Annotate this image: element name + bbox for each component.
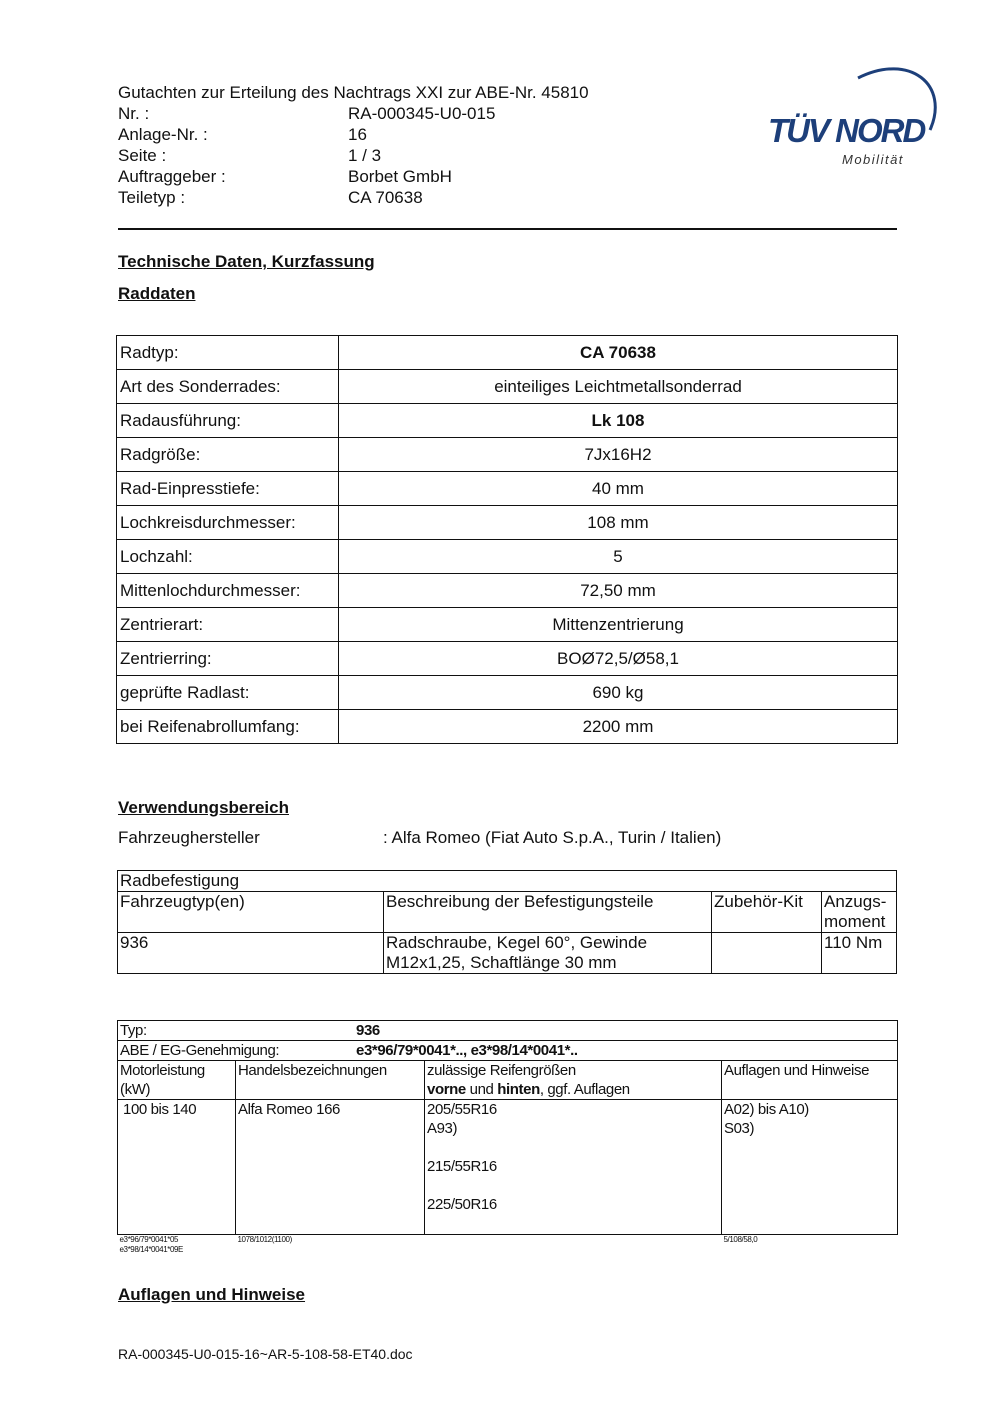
- header-row-nr: Nr. : RA-000345-U0-015: [118, 104, 496, 123]
- section-tech: Technische Daten, Kurzfassung: [118, 252, 375, 271]
- table-row: Motorleistung (kW) Handelsbezeichnungen zulässige Reifengrößen vorne und hinten, ggf. Auflagen Auflagen und Hinweise: [118, 1061, 898, 1100]
- typ-table: [117, 1020, 898, 1255]
- raddaten-table: [116, 335, 898, 744]
- typ-label: Typ:: [120, 1022, 147, 1039]
- logo-sub: Mobilität: [842, 152, 904, 167]
- header-row-auftraggeber: Auftraggeber : Borbet GmbH: [118, 167, 452, 186]
- section-verwendung: Verwendungsbereich: [118, 798, 289, 817]
- table-row: Art des Sonderrades: einteiliges Leichtmetallsonderrad: [117, 370, 898, 404]
- table-row: Radbefestigung: [118, 871, 897, 892]
- section-auflagen: Auflagen und Hinweise: [118, 1285, 306, 1304]
- tuv-nord-logo: [760, 60, 950, 170]
- section-raddaten: Raddaten: [118, 284, 196, 303]
- header-divider: [118, 228, 897, 230]
- table-row: Lochzahl: 5: [117, 540, 898, 574]
- table-row: [118, 1021, 898, 1041]
- table-row: Zentrierart: Mittenzentrierung: [117, 608, 898, 642]
- manufacturer-value: : Alfa Romeo (Fiat Auto S.p.A., Turin / Italien): [383, 828, 722, 847]
- table-row: Radgröße: 7Jx16H2: [117, 438, 898, 472]
- header-row-anlage: Anlage-Nr. : 16: [118, 125, 367, 144]
- table-row: geprüfte Radlast: 690 kg: [117, 676, 898, 710]
- table-row: Radausführung: Lk 108: [117, 404, 898, 438]
- header-title: Gutachten zur Erteilung des Nachtrags XXI zur ABE-Nr. 45810: [118, 83, 589, 102]
- table-row: 100 bis 140 Alfa Romeo 166 205/55R16 A93) 215/55R16 225/50R16 A02) bis A10) S03): [118, 1100, 898, 1235]
- abe-value: e3*96/79*0041*.., e3*98/14*0041*..: [356, 1042, 578, 1059]
- table-footer-row: e3*96/79*0041*05 e3*98/14*0041*09E 1078/1012(1100) 5/108/58,0: [119, 1235, 758, 1254]
- table-row: Radtyp: CA 70638: [117, 336, 898, 370]
- befestigung-table: [117, 870, 897, 974]
- manufacturer-label: Fahrzeughersteller: [118, 828, 260, 847]
- table-row: Fahrzeugtyp(en) Beschreibung der Befestigungsteile Zubehör-Kit Anzugs-moment: [118, 892, 897, 933]
- logo-arc-icon: [760, 60, 950, 170]
- abe-label: ABE / EG-Genehmigung:: [120, 1042, 280, 1059]
- manufacturer-line: [118, 828, 721, 848]
- document-header: [118, 82, 589, 208]
- table-row: 936 Radschraube, Kegel 60°, Gewinde M12x1,25, Schaftlänge 30 mm 110 Nm: [118, 933, 897, 974]
- header-row-teiletyp: Teiletyp : CA 70638: [118, 188, 423, 207]
- document-filename: RA-000345-U0-015-16~AR-5-108-58-ET40.doc: [118, 1346, 413, 1362]
- table-row: [118, 1041, 898, 1061]
- table-row: Zentrierring: BOØ72,5/Ø58,1: [117, 642, 898, 676]
- table-row: bei Reifenabrollumfang: 2200 mm: [117, 710, 898, 744]
- table-row: Lochkreisdurchmesser: 108 mm: [117, 506, 898, 540]
- header-row-seite: Seite : 1 / 3: [118, 146, 382, 165]
- typ-value: 936: [356, 1022, 380, 1039]
- table-row: Rad-Einpresstiefe: 40 mm: [117, 472, 898, 506]
- table-row: Mittenlochdurchmesser: 72,50 mm: [117, 574, 898, 608]
- logo-brand: TÜV NORD: [768, 112, 925, 149]
